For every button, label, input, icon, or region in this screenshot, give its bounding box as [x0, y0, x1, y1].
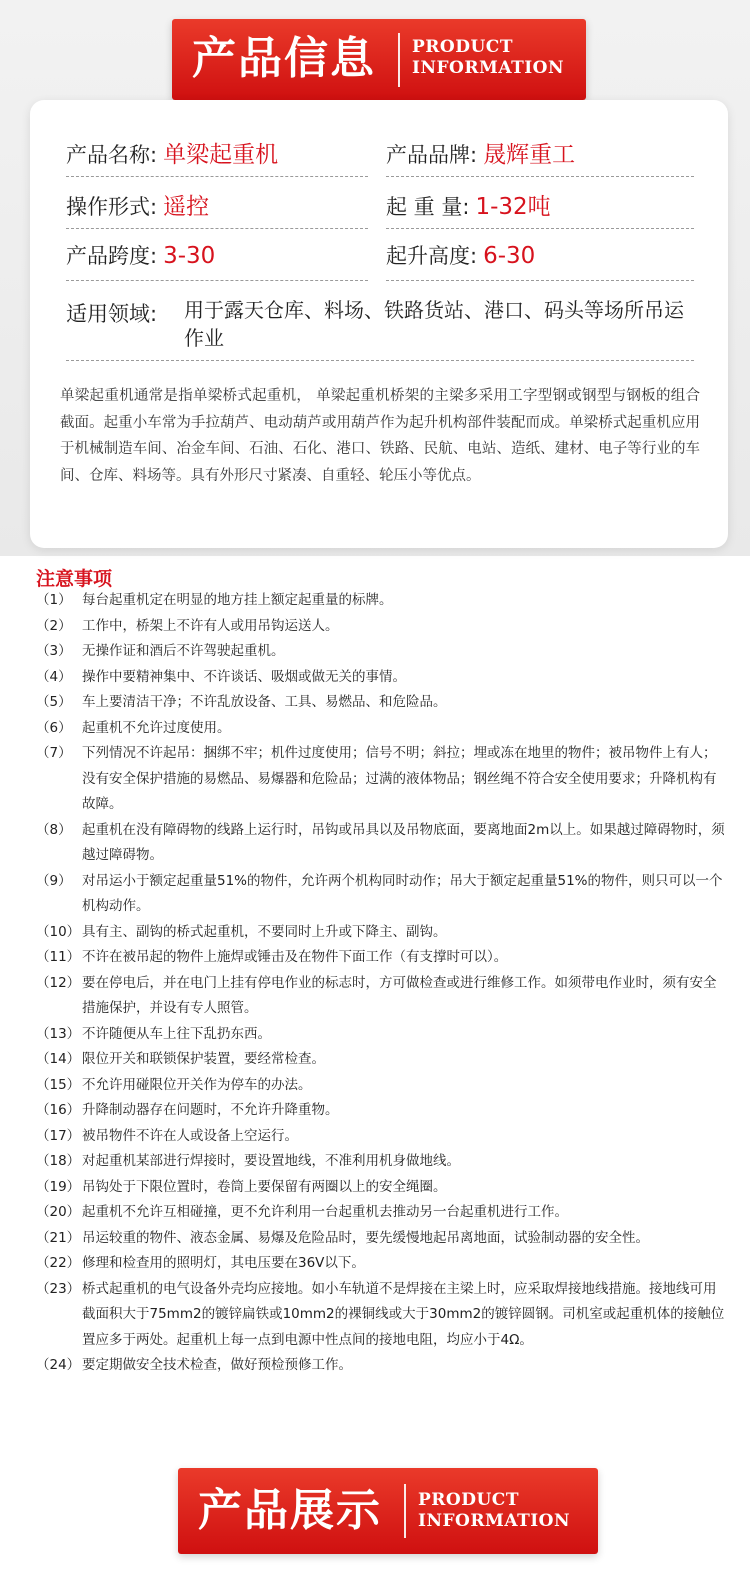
note-number: （11）	[36, 949, 81, 965]
note-number: （9）	[36, 872, 72, 889]
note-number: （1）	[36, 592, 72, 608]
note-number: （13）	[36, 1025, 81, 1042]
note-number: （7）	[36, 745, 72, 761]
note-item	[36, 1047, 726, 1073]
note-item	[36, 1251, 726, 1277]
banner-en-line1: PRODUCT	[412, 37, 513, 57]
note-text: 修理和检查用的照明灯，其电压要在36V以下。	[82, 1255, 365, 1271]
note-item	[36, 945, 726, 971]
note-text: 下列情况不许起吊：捆绑不牢；机件过度使用；信号不明；斜拉；埋或冻在地里的物件；被吊物件上有人；没有安全保护措施的易燃品、易爆器和危险品；过满的液体物品；钢丝绳不符合安全使用要求；升降机构有故障。	[82, 745, 717, 812]
note-item	[36, 1200, 726, 1226]
product-brand-label: 产品品牌:	[386, 143, 478, 167]
notes-title: 注意事项	[36, 568, 113, 590]
product-info-card	[30, 100, 728, 548]
note-text: 不许随便从车上往下乱扔东西。	[82, 1025, 271, 1042]
note-item	[36, 1277, 726, 1354]
note-item	[36, 690, 726, 716]
note-text: 起重机不允许过度使用。	[82, 719, 231, 736]
note-number: （21）	[36, 1229, 81, 1246]
note-item	[36, 1149, 726, 1175]
banner-en-line2: INFORMATION	[418, 1511, 571, 1531]
note-number: （18）	[36, 1153, 81, 1169]
lifting-capacity-label: 起 重 量:	[386, 195, 470, 219]
lifting-capacity-value: 1-32吨	[475, 194, 551, 220]
field-lifting-capacity	[386, 188, 694, 229]
banner-divider	[398, 33, 400, 87]
note-text: 起重机不允许互相碰撞，更不允许利用一台起重机去推动另一台起重机进行工作。	[82, 1204, 568, 1220]
operation-mode-label: 操作形式:	[66, 195, 158, 219]
banner-title: 产品信息	[192, 33, 376, 84]
note-item	[36, 665, 726, 691]
note-number: （23）	[36, 1280, 81, 1297]
banner-english-title	[412, 37, 564, 79]
note-item	[36, 869, 726, 920]
notes-list	[36, 588, 726, 1379]
note-number: （4）	[36, 668, 72, 685]
note-number: （10）	[36, 923, 81, 940]
banner-english-title	[418, 1490, 570, 1532]
note-number: （3）	[36, 643, 72, 659]
note-text: 起重机在没有障碍物的线路上运行时，吊钩或吊具以及吊物底面，要离地面2m以上。如果越过障碍物时，须越过障碍物。	[82, 821, 725, 863]
note-item	[36, 920, 726, 946]
note-item	[36, 971, 726, 1022]
note-text: 被吊物件不许在人或设备上空运行。	[82, 1127, 298, 1144]
field-lift-height	[386, 240, 694, 281]
note-text: 对吊运小于额定起重量51%的物件，允许两个机构同时动作；吊大于额定起重量51%的物件，则只可以一个机构动作。	[82, 872, 723, 914]
note-number: （15）	[36, 1076, 81, 1093]
product-brand-value: 晟辉重工	[483, 142, 576, 168]
note-text: 工作中，桥架上不许有人或用吊钩运送人。	[82, 617, 339, 634]
product-span-value: 3-30	[163, 243, 216, 269]
note-text: 对起重机某部进行焊接时，要设置地线，不准利用机身做地线。	[82, 1153, 460, 1169]
note-number: （5）	[36, 694, 72, 710]
note-item	[36, 1226, 726, 1252]
note-text: 每台起重机定在明显的地方挂上额定起重量的标牌。	[82, 592, 393, 608]
note-number: （22）	[36, 1255, 81, 1271]
product-description: 单梁起重机通常是指单梁桥式起重机， 单梁起重机桥架的主梁多采用工字型钢或钢型与钢板的组合截面。起重小车常为手拉葫芦、电动葫芦或用葫芦作为起升机构部件装配而成。单梁桥式起重机应用于机械制造车间、冶金车间、石油、石化、港口、铁路、民航、电站、造纸、建材、电子等行业的车间、仓库、料场等。具有外形尺寸紧凑、自重轻、轮压小等优点。	[60, 388, 700, 484]
banner-title: 产品展示	[198, 1485, 382, 1536]
note-text: 限位开关和联锁保护装置，要经常检查。	[82, 1051, 325, 1067]
field-product-span	[66, 240, 368, 281]
note-text: 操作中要精神集中、不许谈话、吸烟或做无关的事情。	[82, 668, 406, 685]
note-text: 吊钩处于下限位置时，卷筒上要保留有两圈以上的安全绳圈。	[82, 1178, 447, 1195]
note-text: 无操作证和酒后不许驾驶起重机。	[82, 643, 285, 659]
operation-mode-value: 遥控	[163, 194, 210, 220]
product-name-label: 产品名称:	[66, 143, 158, 167]
field-product-name	[66, 136, 368, 177]
note-number: （8）	[36, 821, 72, 838]
note-item	[36, 639, 726, 665]
banner-en-line2: INFORMATION	[412, 58, 565, 78]
note-number: （2）	[36, 617, 72, 634]
note-number: （17）	[36, 1127, 81, 1144]
note-number: （20）	[36, 1204, 81, 1220]
lift-height-label: 起升高度:	[386, 244, 478, 268]
note-item	[36, 818, 726, 869]
note-text: 具有主、副钩的桥式起重机，不要同时上升或下降主、副钩。	[82, 923, 447, 940]
note-text: 升降制动器存在问题时，不允许升降重物。	[82, 1102, 339, 1118]
product-info-banner	[172, 19, 586, 100]
note-number: （24）	[36, 1357, 81, 1373]
note-item	[36, 1073, 726, 1099]
product-name-value: 单梁起重机	[163, 142, 279, 168]
note-item	[36, 1022, 726, 1048]
banner-en-line1: PRODUCT	[418, 1490, 519, 1510]
product-span-label: 产品跨度:	[66, 244, 158, 268]
note-number: （16）	[36, 1102, 81, 1118]
note-text: 不允许用碰限位开关作为停车的办法。	[82, 1076, 312, 1093]
note-item	[36, 1353, 726, 1379]
field-application-area	[66, 292, 694, 361]
product-display-banner	[178, 1468, 598, 1554]
note-number: （12）	[36, 974, 81, 991]
note-number: （14）	[36, 1051, 81, 1067]
note-text: 不许在被吊起的物件上施焊或锤击及在物件下面工作（有支撑时可以）。	[82, 949, 508, 965]
note-text: 桥式起重机的电气设备外壳均应接地。如小车轨道不是焊接在主梁上时，应采取焊接地线措施。接地线可用截面积大于75mm2的镀锌扁铁或10mm2的裸铜线或大于30mm2的镀锌圆钢。司机室或起重机体的接触位置应多于两处。起重机上每一点到电源中性点间的接地电阻，均应小于4Ω。	[82, 1280, 725, 1348]
note-text: 车上要清洁干净；不许乱放设备、工具、易燃品、和危险品。	[82, 694, 447, 710]
field-product-brand	[386, 136, 694, 177]
note-item	[36, 741, 726, 818]
note-text: 吊运较重的物件、液态金属、易爆及危险品时，要先缓慢地起吊离地面，试验制动器的安全性。	[82, 1229, 649, 1246]
note-item	[36, 614, 726, 640]
lift-height-value: 6-30	[483, 243, 536, 269]
note-item	[36, 716, 726, 742]
banner-divider	[404, 1484, 406, 1538]
note-number: （6）	[36, 719, 72, 736]
note-item	[36, 588, 726, 614]
note-item	[36, 1098, 726, 1124]
note-item	[36, 1124, 726, 1150]
note-number: （19）	[36, 1178, 81, 1195]
application-area-label: 适用领域:	[66, 302, 158, 326]
note-text: 要在停电后，并在电门上挂有停电作业的标志时，方可做检查或进行维修工作。如须带电作业时，须有安全措施保护，并设有专人照管。	[82, 974, 717, 1016]
note-item	[36, 1175, 726, 1201]
application-area-value: 用于露天仓库、料场、铁路货站、港口、码头等场所吊运作业	[184, 298, 684, 350]
note-text: 要定期做安全技术检查，做好预检预修工作。	[82, 1357, 352, 1373]
field-operation-mode	[66, 188, 368, 229]
